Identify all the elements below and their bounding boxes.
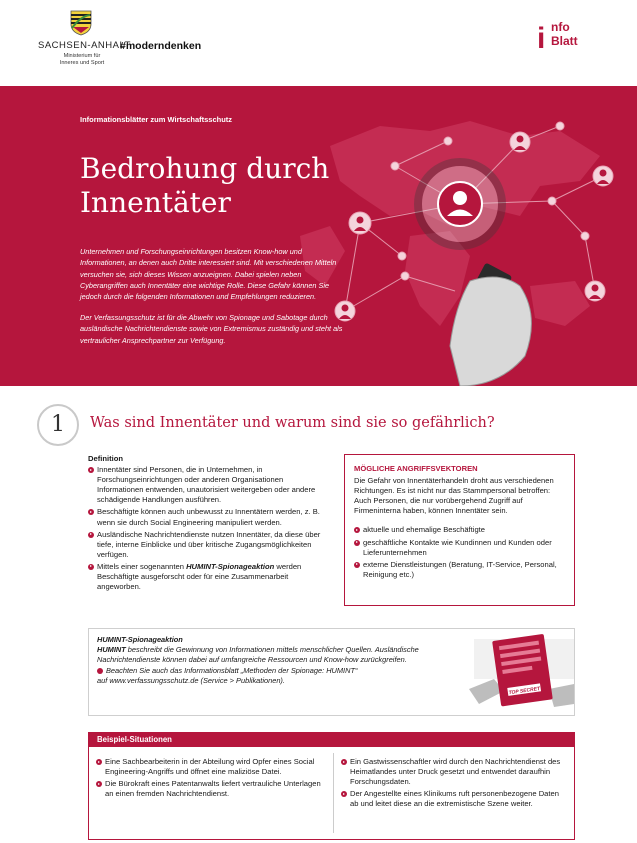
examples-heading: Beispiel-Situationen [89, 733, 574, 747]
infoblatt-logo [537, 14, 597, 62]
arrow-bullet-icon [341, 759, 347, 765]
page-title: Bedrohung durch Innentäter [80, 152, 330, 219]
arrow-bullet-icon [96, 781, 102, 787]
infoblatt-text [551, 20, 578, 48]
infoblatt-line2: Blatt [551, 34, 578, 48]
attack-vectors-box [344, 454, 575, 606]
arrow-bullet-icon [354, 527, 360, 533]
examples-right-column [341, 757, 566, 811]
attack-vectors-text: Die Gefahr von Innentäterhandeln droht aus verschiedenen Richtungen. Es ist nicht nur das Stammpersonal betroffen: Auch Personen, die nur vorübergehend Zugriff auf Firmeninterna haben, können Innentäter sein. [354, 476, 554, 516]
list-item: Mittels einer sogenannten HUMINT-Spionageaktion werden Beschäftigte ausgeforscht oder für eine Zusammenarbeit angeworben. [88, 562, 328, 592]
list-item: Der Angestellte eines Klinikums ruft personenbezogene Daten ab und leitet diese an die extremistische Szene weiter. [341, 789, 566, 809]
humint-description: HUMINT beschreibt die Gewinnung von Informationen mittels menschlicher Quellen. Ausländische Nachrichtendienste können dabei auf umfangreiche Ressourcen und Know-how zurückgreifen. [97, 645, 419, 665]
humint-info-box [88, 628, 575, 716]
section-number: 1 [37, 404, 79, 446]
list-item: Ein Gastwissenschaftler wird durch den Nachrichtendienst des Heimatlandes unter Druck gesetzt und entwendet daraufhin Forschungsdaten. [341, 757, 566, 787]
hero-intro: Unternehmen und Forschungseinrichtungen besitzen Know-how und Informationen, an denen auch Dritte interessiert sind. Mit verschiedenen Mitteln versuchen sie, sich dieses Wissen anzueignen. Dabei spielen neben Cyberangriffen auch Innentäter eine wichtige Rolle. Diese Gefahr können Sie jedoch durch die folgenden Informationen und Empfehlungen reduzieren. [80, 247, 337, 302]
humint-reference: HUMINT-Spionageaktion [186, 561, 275, 571]
arrow-bullet-icon [88, 509, 94, 515]
top-secret-folder-illustration [469, 629, 575, 716]
list-item: aktuelle und ehemalige Beschäftigte [354, 525, 565, 535]
arrow-bullet-icon [96, 759, 102, 765]
list-item: geschäftliche Kontakte wie Kundinnen und Kunden oder Lieferunternehmen [354, 538, 565, 558]
humint-link[interactable]: auf www.verfassungsschutz.de (Service > Publikationen). [97, 675, 285, 685]
arrow-bullet-icon [354, 540, 360, 546]
arrow-bullet-icon [88, 564, 94, 570]
arrow-bullet-icon [88, 532, 94, 538]
list-item: Beschäftigte können auch unbewusst zu Innentätern werden, z. B. wenn sie durch Social Engineering manipuliert werden. [88, 507, 328, 527]
hero-banner [0, 86, 637, 386]
divider [333, 753, 334, 833]
state-name: SACHSEN-ANHALT [38, 40, 131, 51]
humint-title: HUMINT-Spionageaktion [97, 635, 183, 644]
arrow-bullet-icon [97, 668, 103, 674]
page-header [0, 0, 637, 86]
list-item: Ausländische Nachrichtendienste nutzen Innentäter, da diese über tiefe, interne Einblicke und über kritische Zugangsmöglichkeiten verfügen. [88, 530, 328, 560]
infoblatt-line1: nfo [551, 20, 570, 34]
list-item: Innentäter sind Personen, die in Unternehmen, in Forschungseinrichtungen oder anderen Organisationen Informationen entwenden, unautorisiert weitergeben oder andere schädigende Handlungen ausführen. [88, 465, 328, 505]
humint-reference-note: Beachten Sie auch das Informationsblatt „Methoden der Spionage: HUMINT“ [97, 666, 472, 676]
list-item: externe Dienstleistungen (Beratung, IT-Service, Personal, Reinigung etc.) [354, 560, 565, 580]
examples-left-column [96, 757, 321, 801]
hero-kicker: Informationsblätter zum Wirtschaftsschutz [80, 115, 233, 124]
definition-heading: Definition [88, 454, 124, 463]
definition-block [88, 454, 328, 594]
hero-intro-verfassungsschutz: Der Verfassungsschutz ist für die Abwehr von Spionage und Sabotage durch ausländische Nachrichtendienste sowie von Extremismus zuständig und steht als vertraulicher Ansprechpartner zur Verfügung. [80, 313, 343, 345]
arrow-bullet-icon [88, 467, 94, 473]
attack-vectors-heading: MÖGLICHE ANGRIFFSVEKTOREN [354, 464, 478, 473]
list-item: Die Bürokraft eines Patentanwalts liefert vertrauliche Unterlagen an einen fremden Nachrichtendienst. [96, 779, 321, 799]
ministry-name: Ministerium für Inneres und Sport [59, 53, 105, 66]
arrow-bullet-icon [341, 791, 347, 797]
arrow-bullet-icon [354, 562, 360, 568]
info-i-glyph: i [537, 22, 546, 55]
examples-box [88, 732, 575, 840]
list-item: Eine Sachbearbeiterin in der Abteilung wird Opfer eines Social Engineering-Angriffs und öffnet eine maliziöse Datei. [96, 757, 321, 777]
slogan: #moderndenken [120, 40, 202, 52]
top-secret-stamp: TOP SECRET [508, 685, 541, 697]
section-title: Was sind Innentäter und warum sind sie so gefährlich? [90, 415, 495, 431]
coat-of-arms-icon [70, 10, 92, 36]
